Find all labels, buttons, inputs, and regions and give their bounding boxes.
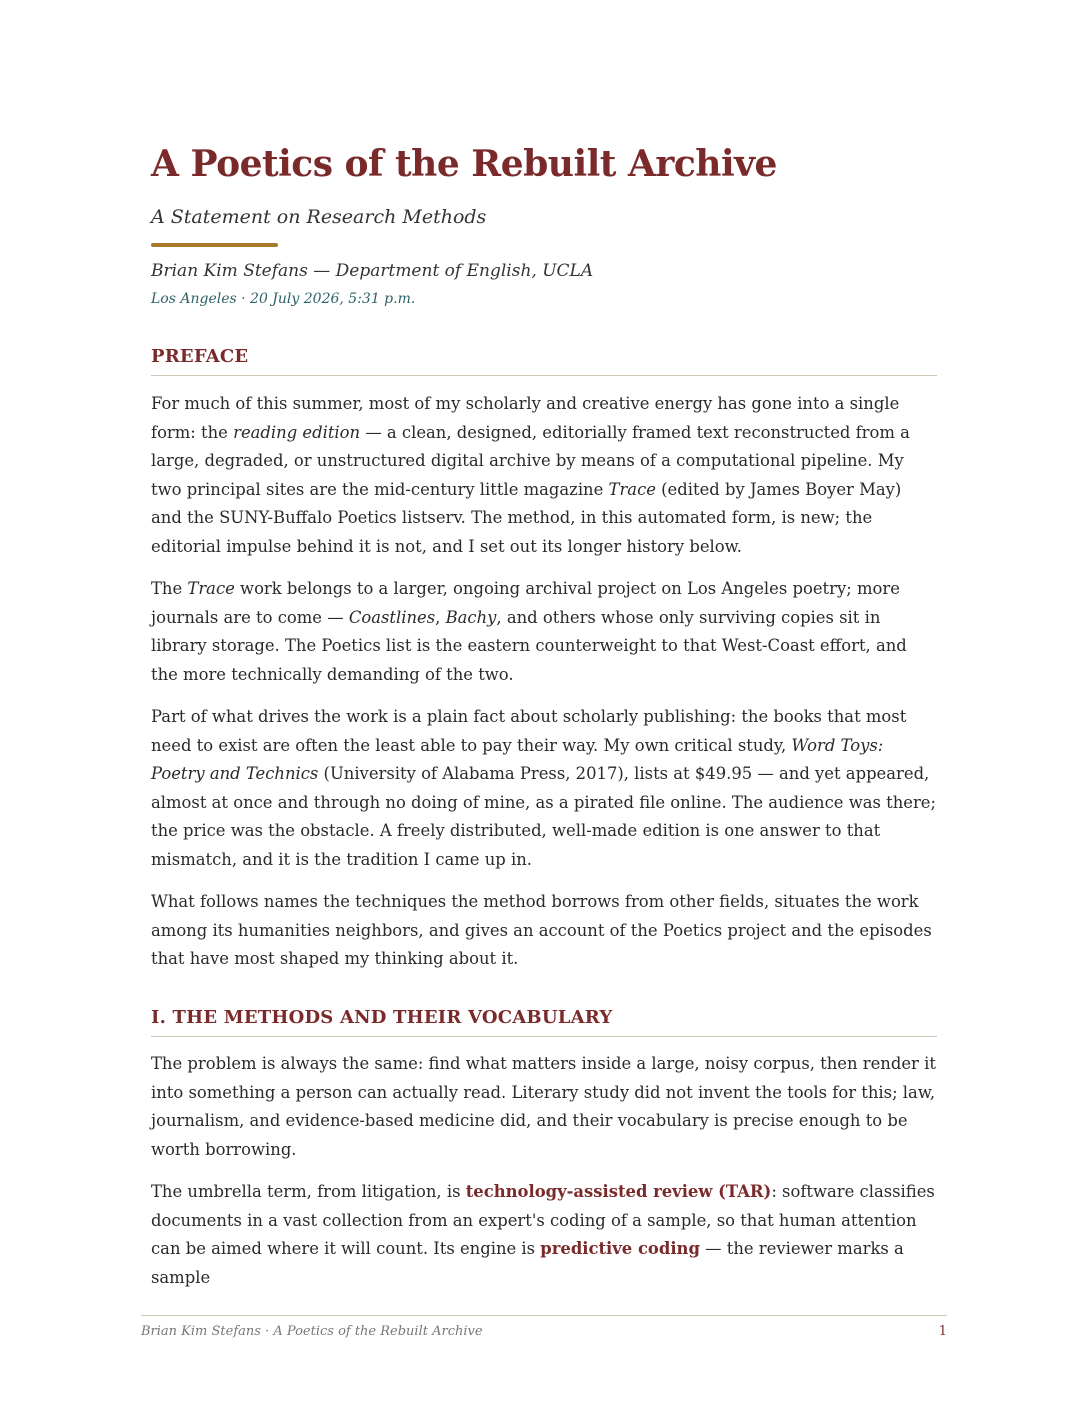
page-number: 1	[938, 1324, 947, 1339]
section-heading-methods: I. THE METHODS AND THEIR VOCABULARY	[151, 1007, 937, 1037]
section1-body	[151, 1050, 937, 1292]
section-heading-preface: PREFACE	[151, 346, 937, 376]
document-subtitle: A Statement on Research Methods	[151, 206, 487, 228]
running-footer: Brian Kim Stefans · A Poetics of the Rebuilt Archive	[141, 1324, 483, 1339]
paragraph: The problem is always the same: find what matters inside a large, noisy corpus, then render it into something a person can actually read. Literary study did not invent the tools for this; law, journalism, and evidence-based medicine did, and their vocabulary is precise enough to be worth borrowing.	[151, 1054, 936, 1159]
section1-heading-block	[151, 1007, 937, 1037]
preface-body	[151, 390, 937, 974]
title-accent-rule	[151, 243, 278, 247]
paragraph: The Trace work belongs to a larger, ongoing archival project on Los Angeles poetry; more journals are to come — Coastlines, Bachy, and others whose only surviving copies sit in library storage. The Poetics list is the eastern counterweight to that West-Coast effort, and the more technically demanding of the two.	[151, 579, 907, 684]
preface-heading-block	[151, 346, 937, 376]
footer-rule	[141, 1315, 947, 1316]
author-line: Brian Kim Stefans — Department of English, UCLA	[151, 261, 594, 281]
document-title: A Poetics of the Rebuilt Archive	[151, 143, 777, 185]
paragraph: For much of this summer, most of my scholarly and creative energy has gone into a single form: the reading edition — a clean, designed, editorially framed text reconstructed from a large, degraded, or unstructured digital archive by means of a computational pipeline. My two principal sites are the mid-century little magazine Trace (edited by James Boyer May) and the SUNY-Buffalo Poetics listserv. The method, in this automated form, is new; the editorial impulse behind it is not, and I set out its longer history below.	[151, 394, 910, 556]
dateline: Los Angeles · 20 July 2026, 5:31 p.m.	[151, 291, 416, 307]
paragraph: What follows names the techniques the method borrows from other fields, situates the work among its humanities neighbors, and gives an account of the Poetics project and the episodes that have most shaped my thinking about it.	[151, 892, 932, 968]
paragraph: The umbrella term, from litigation, is technology-assisted review (TAR): software classifies documents in a vast collection from an expert's coding of a sample, so that human attention can be aimed where it will count. Its engine is predictive coding — the reviewer marks a sample	[151, 1182, 935, 1287]
term-link-predictive-coding: predictive coding	[540, 1239, 700, 1258]
paragraph: Part of what drives the work is a plain fact about scholarly publishing: the books that most need to exist are often the least able to pay their way. My own critical study, Word Toys: Poetry and Technics (University of Alabama Press, 2017), lists at $49.95 — and yet appeared, almost at once and through no doing of mine, as a pirated file online. The audience was there; the price was the obstacle. A freely distributed, well-made edition is one answer to that mismatch, and it is the tradition I came up in.	[151, 707, 937, 869]
term-link-tar: technology-assisted review (TAR)	[465, 1182, 772, 1201]
